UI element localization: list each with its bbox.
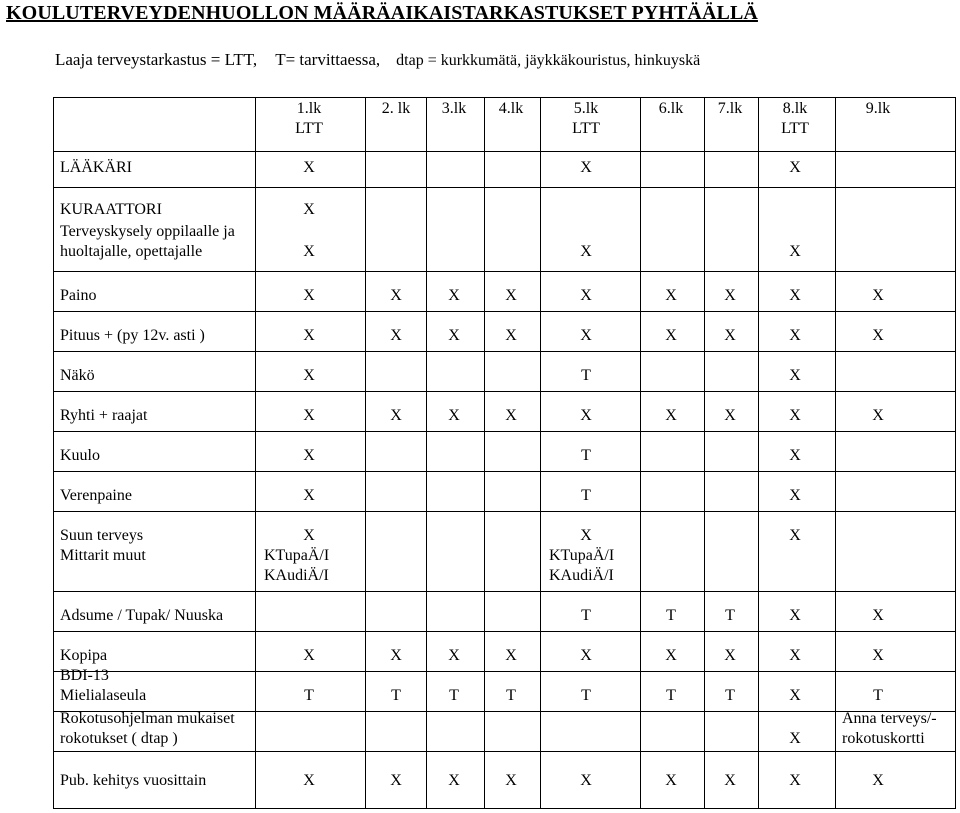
col-line [426, 151, 427, 187]
cell-value: X [505, 772, 517, 789]
cell-value: X [580, 159, 592, 176]
col-line [484, 711, 485, 751]
col-line [640, 351, 641, 391]
col-line [484, 751, 485, 809]
cell-value: KAudiÄ/I [549, 567, 614, 584]
cell-value: X [789, 607, 801, 624]
col-line [255, 711, 256, 751]
col-line [540, 351, 541, 391]
col-line [640, 471, 641, 511]
header-col-line [365, 97, 366, 151]
col-line [365, 711, 366, 751]
col-line [365, 631, 366, 671]
cell-value: T [391, 687, 401, 704]
cell-value: X [303, 407, 315, 424]
col-line [640, 391, 641, 431]
row-line [53, 671, 956, 672]
row-label: Näkö [60, 367, 95, 384]
row-line [53, 391, 956, 392]
cell-value: X [390, 287, 402, 304]
col-line [758, 471, 759, 511]
col-line [835, 431, 836, 471]
col-line [540, 671, 541, 711]
col-line [426, 391, 427, 431]
col-line [758, 431, 759, 471]
row-label: Adsume / Tupak/ Nuuska [60, 607, 224, 624]
col-line [540, 511, 541, 591]
col-line [758, 711, 759, 751]
col-line [640, 591, 641, 631]
col-line [255, 751, 256, 809]
col-line [484, 151, 485, 187]
col-line [426, 711, 427, 751]
col-line [640, 431, 641, 471]
cell-value: X [448, 772, 460, 789]
row-label: Pub. kehitys vuosittain [60, 772, 207, 789]
cell-value: X [580, 407, 592, 424]
header-col-line [640, 97, 641, 151]
col-line [484, 311, 485, 351]
cell-value: X [789, 687, 801, 704]
col-line [640, 511, 641, 591]
row-label: Verenpaine [60, 487, 132, 504]
col-line [365, 271, 366, 311]
header-col-line [426, 97, 427, 151]
cell-value: X [789, 327, 801, 344]
col-line [540, 711, 541, 751]
grade-header-4: 4.lk [498, 100, 524, 117]
cell-value: X [580, 287, 592, 304]
cell-value: T [725, 687, 735, 704]
cell-value: T [581, 367, 591, 384]
col-line [704, 751, 705, 809]
legend-dtap: dtap = kurkkumätä, jäykkäkouristus, hinkuyskä [396, 52, 701, 69]
col-line [704, 187, 705, 271]
cell-value: X [789, 487, 801, 504]
col-line [835, 511, 836, 591]
cell-value: X [789, 527, 801, 544]
col-line [758, 671, 759, 711]
cell-value: X [789, 407, 801, 424]
cell-value: X [789, 287, 801, 304]
cell-value: X [789, 772, 801, 789]
cell-value: X [789, 647, 801, 664]
cell-value: KTupaÄ/I [264, 547, 330, 564]
cell-value: X [665, 327, 677, 344]
cell-value: X [448, 327, 460, 344]
col-line [835, 711, 836, 751]
col-line [704, 311, 705, 351]
row-label: BDI-13 [60, 667, 109, 684]
cell-value: T [581, 607, 591, 624]
row-label: KURAATTORI [60, 201, 162, 218]
cell-value: X [505, 287, 517, 304]
cell-value: X [448, 407, 460, 424]
cell-value: X [789, 159, 801, 176]
col-line [365, 431, 366, 471]
col-line [426, 187, 427, 271]
cell-value: X [505, 647, 517, 664]
cell-value: X [872, 407, 884, 424]
grade-header-1: 1.lk [296, 100, 322, 117]
cell-value: T [581, 687, 591, 704]
col-line [255, 511, 256, 591]
col-line [704, 671, 705, 711]
col-line [484, 671, 485, 711]
col-line [835, 671, 836, 711]
col-line [540, 271, 541, 311]
col-line [365, 187, 366, 271]
col-line [484, 351, 485, 391]
cell-value: X [303, 367, 315, 384]
col-line [255, 151, 256, 187]
row-label: Terveyskysely oppilaalle ja [60, 223, 235, 240]
col-line [704, 271, 705, 311]
row-line [53, 511, 956, 512]
row-line [53, 351, 956, 352]
col-line [640, 711, 641, 751]
cell-value: rokotuskortti [842, 730, 925, 747]
col-line [704, 631, 705, 671]
col-line [540, 431, 541, 471]
row-label: Suun terveys [60, 527, 144, 544]
cell-value: X [872, 772, 884, 789]
header-col-line [835, 97, 836, 151]
col-line [426, 631, 427, 671]
row-line [53, 311, 956, 312]
col-line [426, 471, 427, 511]
col-line [758, 311, 759, 351]
row-label: rokotukset ( dtap ) [60, 730, 178, 747]
cell-value: X [724, 287, 736, 304]
col-line [835, 591, 836, 631]
row-line [53, 591, 956, 592]
col-line [640, 187, 641, 271]
cell-value: Anna terveys/- [842, 710, 937, 727]
col-line [255, 311, 256, 351]
col-line [255, 471, 256, 511]
cell-value: X [789, 243, 801, 260]
cell-value: T [725, 607, 735, 624]
cell-value: X [448, 287, 460, 304]
col-line [540, 631, 541, 671]
col-line [540, 591, 541, 631]
cell-value: X [580, 772, 592, 789]
col-line [540, 391, 541, 431]
col-line [704, 471, 705, 511]
col-line [835, 151, 836, 187]
col-line [540, 751, 541, 809]
col-line [758, 351, 759, 391]
col-line [704, 711, 705, 751]
cell-value: X [505, 327, 517, 344]
cell-value: X [665, 407, 677, 424]
col-line [426, 751, 427, 809]
row-label: LÄÄKÄRI [60, 159, 132, 176]
col-line [255, 631, 256, 671]
row-label: Ryhti + raajat [60, 407, 148, 424]
col-line [540, 187, 541, 271]
cell-value: T [506, 687, 516, 704]
col-line [365, 391, 366, 431]
abbreviation-legend [55, 50, 700, 70]
cell-value: KTupaÄ/I [549, 547, 615, 564]
col-line [255, 591, 256, 631]
col-line [758, 511, 759, 591]
cell-value: X [303, 243, 315, 260]
cell-value: X [303, 647, 315, 664]
col-line [835, 311, 836, 351]
col-line [365, 511, 366, 591]
col-line [835, 271, 836, 311]
col-line [640, 631, 641, 671]
col-line [835, 187, 836, 271]
col-line [484, 511, 485, 591]
row-label: huoltajalle, opettajalle [60, 243, 203, 260]
cell-value: T [873, 687, 883, 704]
col-line [426, 311, 427, 351]
col-line [426, 271, 427, 311]
col-line [255, 271, 256, 311]
col-line [704, 351, 705, 391]
grade-header-9: 9.lk [865, 100, 891, 117]
row-label: Mielialaseula [60, 687, 147, 704]
col-line [704, 511, 705, 591]
cell-value: X [665, 772, 677, 789]
grade-header-6: 6.lk [658, 100, 684, 117]
row-line [53, 187, 956, 188]
row-line [53, 751, 956, 752]
col-line [758, 271, 759, 311]
cell-value: T [581, 447, 591, 464]
col-line [255, 391, 256, 431]
col-line [758, 631, 759, 671]
cell-value: X [789, 447, 801, 464]
cell-value: X [303, 201, 315, 218]
row-label: Paino [60, 287, 97, 304]
row-line [53, 271, 956, 272]
col-line [255, 671, 256, 711]
col-line [484, 631, 485, 671]
cell-value: T [581, 487, 591, 504]
cell-value: T [666, 687, 676, 704]
cell-value: X [872, 607, 884, 624]
cell-value: X [724, 327, 736, 344]
header-col-line [484, 97, 485, 151]
col-line [365, 471, 366, 511]
cell-value: X [789, 367, 801, 384]
col-line [365, 351, 366, 391]
cell-value: X [872, 647, 884, 664]
row-label: Kopipa [60, 647, 108, 664]
col-line [704, 591, 705, 631]
cell-value: X [303, 287, 315, 304]
col-line [365, 671, 366, 711]
col-line [540, 311, 541, 351]
col-line [365, 591, 366, 631]
cell-value: X [303, 447, 315, 464]
col-line [758, 391, 759, 431]
cell-value: X [303, 487, 315, 504]
col-line [540, 471, 541, 511]
header-col-line [758, 97, 759, 151]
row-label: Pituus + (py 12v. asti ) [60, 327, 205, 344]
col-line [704, 391, 705, 431]
row-line [53, 431, 956, 432]
legend-t: T= tarvittaessa, [275, 50, 381, 69]
grade-header-ltt-8: LTT [781, 120, 809, 137]
cell-value: T [666, 607, 676, 624]
cell-value: X [724, 772, 736, 789]
cell-value: X [303, 527, 315, 544]
grade-header-2: 2. lk [381, 100, 411, 117]
cell-value: X [505, 407, 517, 424]
row-line [53, 151, 956, 152]
col-line [835, 631, 836, 671]
cell-value: X [580, 243, 592, 260]
cell-value: X [303, 327, 315, 344]
col-line [426, 671, 427, 711]
col-line [835, 351, 836, 391]
col-line [640, 151, 641, 187]
cell-value: X [580, 647, 592, 664]
row-label: Rokotusohjelman mukaiset [60, 710, 235, 727]
cell-value: X [580, 327, 592, 344]
col-line [835, 391, 836, 431]
cell-value: X [390, 772, 402, 789]
col-line [484, 591, 485, 631]
cell-value: X [580, 527, 592, 544]
cell-value: X [724, 407, 736, 424]
grade-header-8: 8.lk [782, 100, 808, 117]
col-line [758, 751, 759, 809]
col-line [365, 311, 366, 351]
row-line [53, 631, 956, 632]
col-line [835, 471, 836, 511]
row-label: Kuulo [60, 447, 100, 464]
cell-value: T [449, 687, 459, 704]
col-line [835, 751, 836, 809]
cell-value: X [303, 159, 315, 176]
col-line [255, 431, 256, 471]
col-line [426, 351, 427, 391]
col-line [640, 311, 641, 351]
document-title: KOULUTERVEYDENHUOLLON MÄÄRÄAIKAISTARKASTUKSET PYHTÄÄLLÄ [6, 2, 758, 24]
col-line [640, 271, 641, 311]
col-line [484, 271, 485, 311]
col-line [540, 151, 541, 187]
col-line [704, 431, 705, 471]
cell-value: X [872, 327, 884, 344]
cell-value: T [304, 687, 314, 704]
cell-value: X [724, 647, 736, 664]
grade-header-5: 5.lk [573, 100, 599, 117]
grade-header-3: 3.lk [441, 100, 467, 117]
col-line [255, 187, 256, 271]
col-line [758, 187, 759, 271]
col-line [640, 751, 641, 809]
cell-value: X [665, 647, 677, 664]
col-line [365, 151, 366, 187]
col-line [704, 151, 705, 187]
header-col-line [540, 97, 541, 151]
cell-value: X [872, 287, 884, 304]
cell-value: X [390, 647, 402, 664]
grade-header-7: 7.lk [717, 100, 743, 117]
cell-value: X [448, 647, 460, 664]
row-label: Mittarit muut [60, 547, 146, 564]
col-line [484, 431, 485, 471]
col-line [758, 151, 759, 187]
col-line [426, 511, 427, 591]
row-line [53, 471, 956, 472]
header-col-line [255, 97, 256, 151]
cell-value: KAudiÄ/I [264, 567, 329, 584]
cell-value: X [390, 407, 402, 424]
cell-value: X [665, 287, 677, 304]
col-line [255, 351, 256, 391]
col-line [484, 471, 485, 511]
cell-value: X [390, 327, 402, 344]
col-line [484, 187, 485, 271]
col-line [640, 671, 641, 711]
col-line [426, 431, 427, 471]
col-line [365, 751, 366, 809]
cell-value: X [303, 772, 315, 789]
grade-header-ltt-5: LTT [572, 120, 600, 137]
cell-value: X [789, 730, 801, 747]
col-line [758, 591, 759, 631]
col-line [426, 591, 427, 631]
col-line [484, 391, 485, 431]
grade-header-ltt-1: LTT [295, 120, 323, 137]
header-col-line [704, 97, 705, 151]
legend-ltt: Laaja terveystarkastus = LTT, [55, 50, 258, 69]
